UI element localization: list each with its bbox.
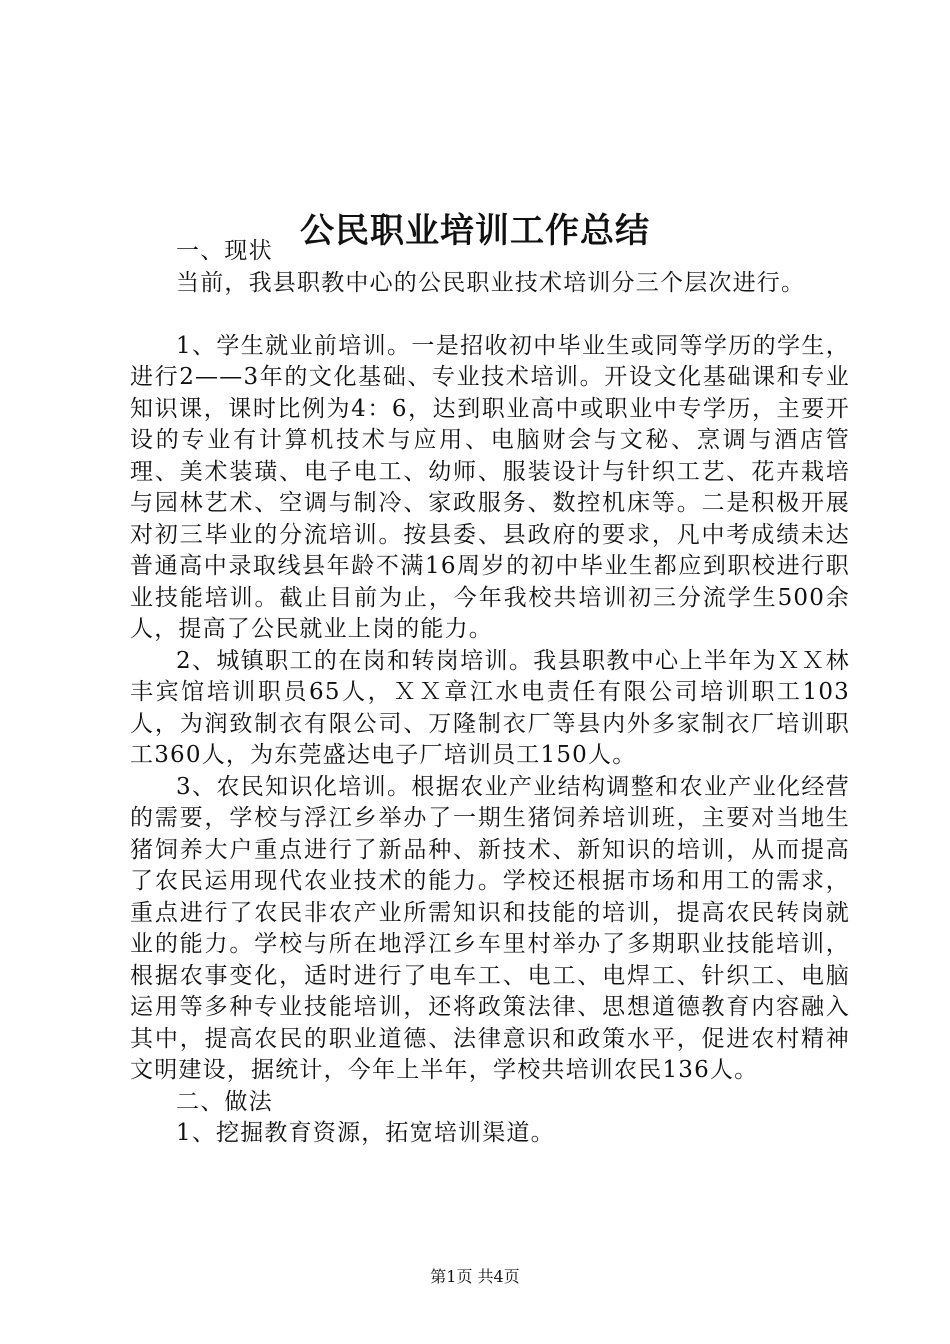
paragraph-student-training: 1、学生就业前培训。一是招收初中毕业生或同等学历的学生，进行2——3年的文化基础、专业技术培训。开设文化基础课和专业知识课，课时比例为4：6，达到职业高中或职业中专学历，主要开设的专业有计算机技术与应用、电脑财会与文秘、烹调与酒店管理、美术装璜、电子电工、幼师、服装设计与针织工艺、花卉栽培与园林艺术、空调与制冷、家政服务、数控机床等。二是积极开展对初三毕业的分流培训。按县委、县政府的要求，凡中考成绩未达普通高中录取线县年龄不满16周岁的初中毕业生都应到职校进行职业技能培训。截止目前为止，今年我校共培训初三分流学生500余人，提高了公民就业上岗的能力。 <box>130 332 850 642</box>
document-body <box>130 236 850 1150</box>
section-heading-status: 一、现状 <box>176 238 273 264</box>
page-number-footer: 第1页 共4页 <box>430 1267 520 1286</box>
document-title: 公民职业培训工作总结 <box>300 210 650 251</box>
paragraph-method-1: 1、挖掘教育资源，拓宽培训渠道。 <box>176 1120 555 1146</box>
paragraph-worker-training: 2、城镇职工的在岗和转岗培训。我县职教中心上半年为ＸＸ林丰宾馆培训职员65人，ＸＸ章江水电责任有限公司培训职工103人，为润致制衣有限公司、万隆制衣厂等县内外多家制衣厂培训职工360人，为东莞盛达电子厂培训员工150人。 <box>130 647 850 768</box>
paragraph-farmer-training: 3、农民知识化培训。根据农业产业结构调整和农业产业化经营的需要，学校与浮江乡举办了一期生猪饲养培训班，主要对当地生猪饲养大户重点进行了新品种、新技术、新知识的培训，从而提高了农民运用现代农业技术的能力。学校还根据市场和用工的需求，重点进行了农民非农产业所需知识和技能的培训，提高农民转岗就业的能力。学校与所在地浮江乡车里村举办了多期职业技能培训，根据农事变化，适时进行了电车工、电工、电焊工、针织工、电脑运用等多种专业技能培训，还将政策法律、思想道德教育内容融入其中，提高农民的职业道德、法律意识和政策水平，促进农村精神文明建设，据统计，今年上半年，学校共培训农民136人。 <box>130 773 850 1083</box>
section-heading-methods: 二、做法 <box>176 1088 273 1115</box>
paragraph-intro: 当前，我县职教中心的公民职业技术培训分三个层次进行。 <box>176 269 806 296</box>
